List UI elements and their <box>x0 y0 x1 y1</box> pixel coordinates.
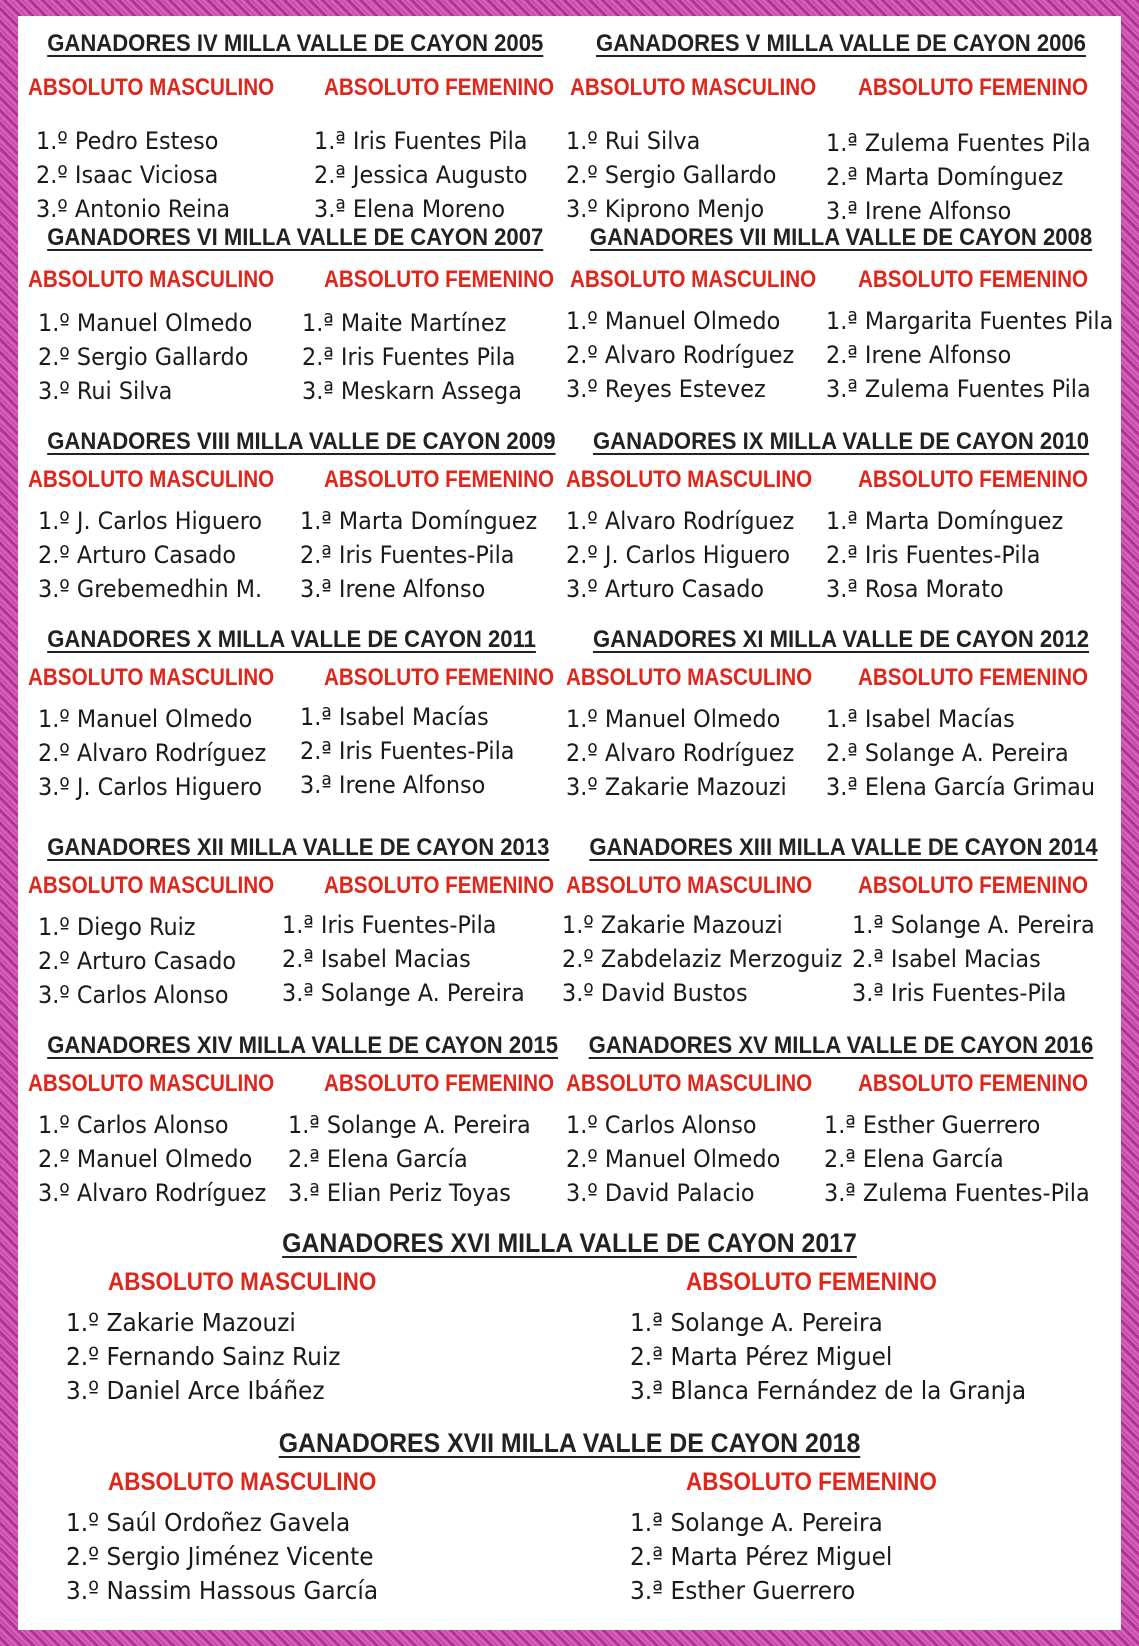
list-item: 3.ª Irene Alfonso <box>300 771 486 799</box>
list-item: 3.º Grebemedhin M. <box>38 575 263 603</box>
men-category-label: ABSOLUTO MASCULINO <box>28 1070 275 1097</box>
women-category-label: ABSOLUTO FEMENINO <box>324 466 555 493</box>
list-item: 1.º Manuel Olmedo <box>38 309 253 337</box>
women-results <box>826 126 1111 228</box>
list-item: 2.ª Marta Pérez Miguel <box>630 1542 893 1571</box>
women-results <box>826 304 1135 406</box>
women-results <box>826 504 1081 606</box>
men-category-label: ABSOLUTO MASCULINO <box>28 74 275 101</box>
edition-title: GANADORES XVII MILLA VALLE DE CAYON 2018 <box>278 1428 861 1458</box>
men-results <box>38 702 283 804</box>
list-item: 3.º J. Carlos Higuero <box>38 773 263 801</box>
edition-title: GANADORES IX MILLA VALLE DE CAYON 2010 <box>592 428 1090 455</box>
list-item: 1.ª Isabel Macías <box>826 705 1015 733</box>
list-item: 2.ª Iris Fuentes-Pila <box>300 541 515 569</box>
list-item: 3.ª Zulema Fuentes Pila <box>826 375 1091 403</box>
women-category-label: ABSOLUTO FEMENINO <box>324 664 555 691</box>
edition-2007 <box>26 222 556 407</box>
edition-2010 <box>566 426 1116 611</box>
women-category-label: ABSOLUTO FEMENINO <box>858 466 1089 493</box>
men-results <box>38 306 268 408</box>
men-category-label: ABSOLUTO MASCULINO <box>566 872 813 899</box>
edition-2012 <box>566 624 1116 809</box>
list-item: 2.ª Iris Fuentes-Pila <box>826 541 1041 569</box>
list-item: 1.º J. Carlos Higuero <box>38 507 263 535</box>
women-results <box>630 1506 912 1608</box>
list-item: 1.º Manuel Olmedo <box>566 307 781 335</box>
list-item: 3.º Daniel Arce Ibáñez <box>66 1376 325 1405</box>
women-results <box>824 1108 1110 1210</box>
list-item: 3.º David Palacio <box>566 1179 755 1207</box>
winners-panel <box>18 16 1121 1630</box>
edition-title: GANADORES VI MILLA VALLE DE CAYON 2007 <box>47 224 544 251</box>
list-item: 2.º Isaac Viciosa <box>36 161 219 189</box>
edition-2016 <box>566 1030 1116 1215</box>
women-results <box>288 1108 549 1210</box>
men-results <box>566 702 811 804</box>
men-category-label: ABSOLUTO MASCULINO <box>566 664 813 691</box>
list-item: 3.º Rui Silva <box>38 377 173 405</box>
men-results <box>38 1108 283 1210</box>
men-category-label: ABSOLUTO MASCULINO <box>570 266 817 293</box>
men-category-label: ABSOLUTO MASCULINO <box>28 266 275 293</box>
list-item: 1.ª Maite Martínez <box>302 309 507 337</box>
list-item: 3.ª Irene Alfonso <box>300 575 486 603</box>
list-item: 3.ª Irene Alfonso <box>826 197 1012 225</box>
women-category-label: ABSOLUTO FEMENINO <box>324 266 555 293</box>
men-results <box>566 504 811 606</box>
men-results <box>566 124 792 226</box>
list-item: 1.ª Iris Fuentes Pila <box>314 127 528 155</box>
women-results <box>314 124 544 226</box>
women-results <box>300 504 555 606</box>
men-category-label: ABSOLUTO MASCULINO <box>566 466 813 493</box>
edition-2009 <box>26 426 556 611</box>
women-category-label: ABSOLUTO FEMENINO <box>858 664 1089 691</box>
men-category-label: ABSOLUTO MASCULINO <box>28 664 275 691</box>
women-category-label: ABSOLUTO FEMENINO <box>858 872 1089 899</box>
list-item: 2.º Zabdelaziz Merzoguiz <box>562 945 843 973</box>
list-item: 3.ª Zulema Fuentes-Pila <box>824 1179 1090 1207</box>
list-item: 1.ª Solange A. Pereira <box>288 1111 531 1139</box>
list-item: 3.º David Bustos <box>562 979 748 1007</box>
men-category-label: ABSOLUTO MASCULINO <box>108 1468 377 1496</box>
list-item: 3.ª Elena García Grimau <box>826 773 1096 801</box>
list-item: 3.º Arturo Casado <box>566 575 765 603</box>
list-item: 1.º Manuel Olmedo <box>566 705 781 733</box>
list-item: 3.º Zakarie Mazouzi <box>566 773 787 801</box>
edition-title: GANADORES X MILLA VALLE DE CAYON 2011 <box>47 626 536 653</box>
women-results <box>630 1306 1056 1408</box>
list-item: 1.º Zakarie Mazouzi <box>562 911 783 939</box>
list-item: 1.ª Margarita Fuentes Pila <box>826 307 1114 335</box>
men-results <box>66 1306 361 1408</box>
women-category-label: ABSOLUTO FEMENINO <box>324 74 555 101</box>
list-item: 1.º Alvaro Rodríguez <box>566 507 795 535</box>
list-item: 2.ª Marta Pérez Miguel <box>630 1342 893 1371</box>
edition-title: GANADORES VIII MILLA VALLE DE CAYON 2009 <box>47 428 556 455</box>
list-item: 3.ª Elena Moreno <box>314 195 505 223</box>
list-item: 1.º Manuel Olmedo <box>38 705 253 733</box>
list-item: 1.º Saúl Ordoñez Gavela <box>66 1508 351 1537</box>
edition-title: GANADORES XIII MILLA VALLE DE CAYON 2014 <box>589 834 1098 861</box>
list-item: 1.ª Marta Domínguez <box>300 507 538 535</box>
list-item: 2.ª Isabel Macias <box>852 945 1041 973</box>
men-results <box>38 910 251 1012</box>
list-item: 3.º Nassim Hassous García <box>66 1576 379 1605</box>
men-category-label: ABSOLUTO MASCULINO <box>108 1268 377 1296</box>
list-item: 3.º Alvaro Rodríguez <box>38 1179 267 1207</box>
list-item: 2.º Alvaro Rodríguez <box>566 341 795 369</box>
edition-2013 <box>26 832 556 1017</box>
edition-title: GANADORES XII MILLA VALLE DE CAYON 2013 <box>47 834 550 861</box>
list-item: 1.ª Marta Domínguez <box>826 507 1064 535</box>
list-item: 1.ª Solange A. Pereira <box>630 1508 883 1537</box>
edition-title: GANADORES XI MILLA VALLE DE CAYON 2012 <box>592 626 1090 653</box>
edition-2005 <box>26 28 556 223</box>
list-item: 3.º Antonio Reina <box>36 195 231 223</box>
list-item: 1.ª Solange A. Pereira <box>852 911 1095 939</box>
men-category-label: ABSOLUTO MASCULINO <box>570 74 817 101</box>
list-item: 2.ª Solange A. Pereira <box>826 739 1069 767</box>
men-results <box>38 504 279 606</box>
list-item: 2.ª Elena García <box>288 1145 468 1173</box>
list-item: 1.º Zakarie Mazouzi <box>66 1308 296 1337</box>
men-category-label: ABSOLUTO MASCULINO <box>566 1070 813 1097</box>
list-item: 1.ª Isabel Macías <box>300 703 489 731</box>
list-item: 2.º Manuel Olmedo <box>566 1145 781 1173</box>
women-category-label: ABSOLUTO FEMENINO <box>858 1070 1089 1097</box>
men-results <box>566 304 811 406</box>
women-category-label: ABSOLUTO FEMENINO <box>858 74 1089 101</box>
list-item: 2.ª Marta Domínguez <box>826 163 1064 191</box>
list-item: 1.ª Solange A. Pereira <box>630 1308 883 1337</box>
list-item: 2.ª Elena García <box>824 1145 1004 1173</box>
list-item: 3.ª Solange A. Pereira <box>282 979 525 1007</box>
list-item: 2.º Manuel Olmedo <box>38 1145 253 1173</box>
list-item: 3.ª Meskarn Assega <box>302 377 522 405</box>
list-item: 2.º Alvaro Rodríguez <box>38 739 267 767</box>
edition-2014 <box>562 832 1121 1017</box>
edition-title: GANADORES VII MILLA VALLE DE CAYON 2008 <box>589 224 1093 251</box>
edition-title: GANADORES IV MILLA VALLE DE CAYON 2005 <box>47 30 544 57</box>
edition-2017 <box>18 1226 1121 1421</box>
women-category-label: ABSOLUTO FEMENINO <box>324 872 555 899</box>
list-item: 2.ª Jessica Augusto <box>314 161 528 189</box>
list-item: 2.ª Iris Fuentes-Pila <box>300 737 515 765</box>
edition-2015 <box>26 1030 559 1215</box>
men-results <box>66 1506 402 1608</box>
women-results <box>300 700 531 802</box>
men-category-label: ABSOLUTO MASCULINO <box>28 872 275 899</box>
edition-title: GANADORES V MILLA VALLE DE CAYON 2006 <box>596 30 1086 57</box>
edition-title: GANADORES XV MILLA VALLE DE CAYON 2016 <box>588 1032 1094 1059</box>
edition-2008 <box>566 222 1116 407</box>
edition-title: GANADORES XVI MILLA VALLE DE CAYON 2017 <box>282 1228 857 1258</box>
list-item: 3.º Reyes Estevez <box>566 375 766 403</box>
list-item: 1.º Pedro Esteso <box>36 127 219 155</box>
list-item: 2.º Alvaro Rodríguez <box>566 739 795 767</box>
edition-2011 <box>26 624 556 809</box>
men-results <box>36 124 245 226</box>
list-item: 2.ª Iris Fuentes Pila <box>302 343 516 371</box>
list-item: 3.ª Rosa Morato <box>826 575 1004 603</box>
list-item: 1.º Carlos Alonso <box>38 1111 229 1139</box>
men-results <box>562 908 863 1010</box>
list-item: 2.º Sergio Jiménez Vicente <box>66 1542 374 1571</box>
list-item: 1.ª Esther Guerrero <box>824 1111 1041 1139</box>
women-category-label: ABSOLUTO FEMENINO <box>324 1070 555 1097</box>
women-category-label: ABSOLUTO FEMENINO <box>686 1468 937 1496</box>
list-item: 2.ª Isabel Macias <box>282 945 471 973</box>
list-item: 3.º Kiprono Menjo <box>566 195 765 223</box>
men-category-label: ABSOLUTO MASCULINO <box>28 466 275 493</box>
women-results <box>282 908 543 1010</box>
women-results <box>302 306 538 408</box>
list-item: 1.ª Zulema Fuentes Pila <box>826 129 1091 157</box>
list-item: 3.º Carlos Alonso <box>38 981 229 1009</box>
women-results <box>826 702 1115 804</box>
list-item: 3.ª Esther Guerrero <box>630 1576 856 1605</box>
edition-2006 <box>566 28 1116 225</box>
list-item: 1.º Diego Ruiz <box>38 913 196 941</box>
men-results <box>566 1108 796 1210</box>
women-category-label: ABSOLUTO FEMENINO <box>858 266 1089 293</box>
women-results <box>852 908 1113 1010</box>
list-item: 1.ª Iris Fuentes-Pila <box>282 911 497 939</box>
list-item: 2.º Arturo Casado <box>38 541 237 569</box>
list-item: 3.ª Iris Fuentes-Pila <box>852 979 1067 1007</box>
list-item: 2.º J. Carlos Higuero <box>566 541 791 569</box>
list-item: 2.º Fernando Sainz Ruiz <box>66 1342 341 1371</box>
list-item: 3.ª Elian Periz Toyas <box>288 1179 511 1207</box>
list-item: 2.º Arturo Casado <box>38 947 237 975</box>
edition-title: GANADORES XIV MILLA VALLE DE CAYON 2015 <box>47 1032 559 1059</box>
list-item: 2.º Sergio Gallardo <box>566 161 777 189</box>
list-item: 2.º Sergio Gallardo <box>38 343 249 371</box>
women-category-label: ABSOLUTO FEMENINO <box>686 1268 937 1296</box>
list-item: 3.ª Blanca Fernández de la Granja <box>630 1376 1027 1405</box>
edition-2018 <box>18 1426 1121 1626</box>
list-item: 2.ª Irene Alfonso <box>826 341 1012 369</box>
list-item: 1.º Carlos Alonso <box>566 1111 757 1139</box>
list-item: 1.º Rui Silva <box>566 127 701 155</box>
